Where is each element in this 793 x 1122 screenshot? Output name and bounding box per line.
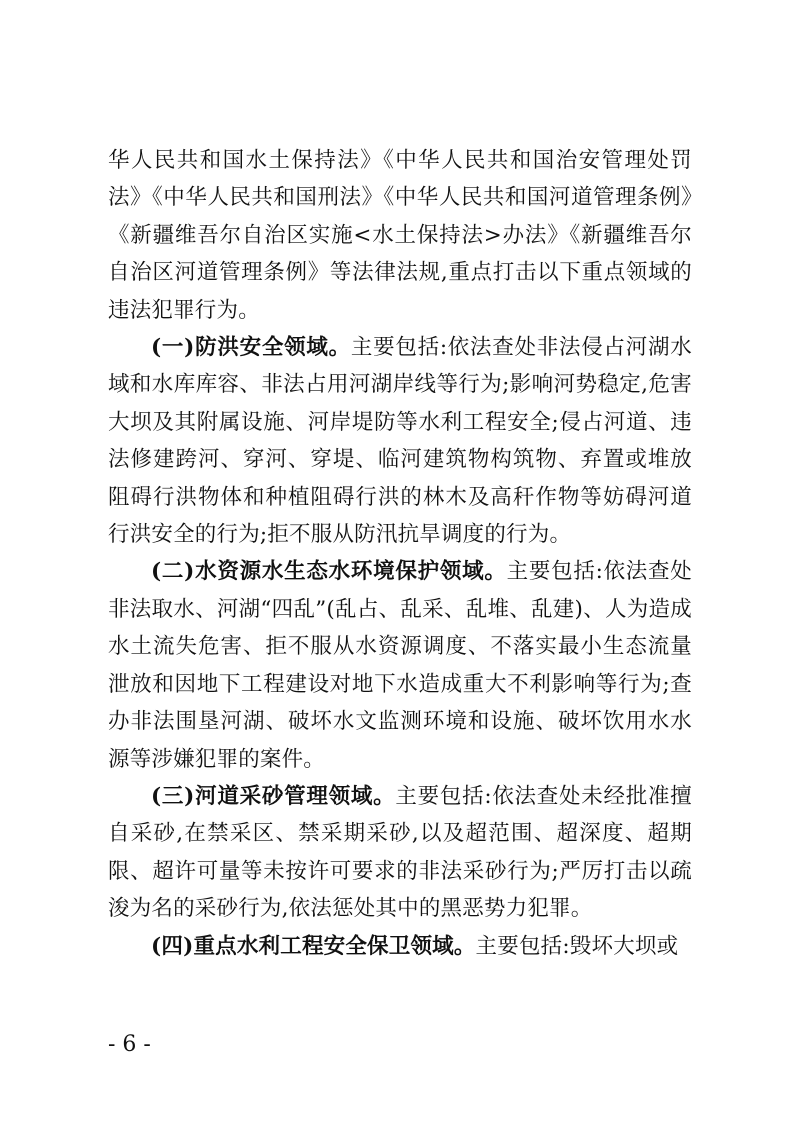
paragraph-project-security-text: 主要包括:毁坏大坝或 [475, 933, 679, 959]
paragraph-laws-text: 华人民共和国水土保持法》《中华人民共和国治安管理处罚法》《中华人民共和国刑法》《中华人民共和国河道管理条例》《新疆维吾尔自治区实施<水土保持法>办法》《新疆维吾尔自治区河道管理条例》等法律法规,重点打击以下重点领域的违法犯罪行为。 [108, 148, 692, 323]
paragraph-laws [108, 142, 692, 329]
document-body [108, 142, 692, 965]
heading-flood-safety: (一)防洪安全领域。 [151, 335, 351, 361]
heading-sand-mining: (三)河道采砂管理领域。 [151, 783, 396, 809]
heading-project-security: (四)重点水利工程安全保卫领域。 [151, 933, 476, 959]
heading-water-protection: (二)水资源水生态水环境保护领域。 [151, 559, 507, 585]
paragraph-sand-mining [108, 778, 692, 928]
paragraph-flood-safety-text: 主要包括:依法查处非法侵占河湖水域和水库库容、非法占用河湖岸线等行为;影响河势稳定,危害大坝及其附属设施、河岸堤防等水利工程安全;侵占河道、违法修建跨河、穿河、穿堤、临河建筑物构筑物、弃置或堆放阻碍行洪物体和种植阻碍行洪的林木及高秆作物等妨碍河道行洪安全的行为;拒不服从防汛抗旱调度的行为。 [108, 335, 692, 548]
paragraph-project-security [108, 928, 692, 965]
page-number: - 6 - [108, 1032, 151, 1057]
paragraph-water-protection [108, 553, 692, 777]
paragraph-sand-mining-text: 主要包括:依法查处未经批准擅自采砂,在禁采区、禁采期采砂,以及超范围、超深度、超期限、超许可量等未按许可要求的非法采砂行为;严厉打击以疏浚为名的采砂行为,依法惩处其中的黑恶势力犯罪。 [108, 783, 692, 922]
paragraph-water-protection-text: 主要包括:依法查处非法取水、河湖“四乱”(乱占、乱采、乱堆、乱建)、人为造成水土流失危害、拒不服从水资源调度、不落实最小生态流量泄放和因地下工程建设对地下水造成重大不利影响等行为;查办非法围垦河湖、破坏水文监测环境和设施、破坏饮用水水源等涉嫌犯罪的案件。 [108, 559, 693, 772]
paragraph-flood-safety [108, 329, 692, 553]
